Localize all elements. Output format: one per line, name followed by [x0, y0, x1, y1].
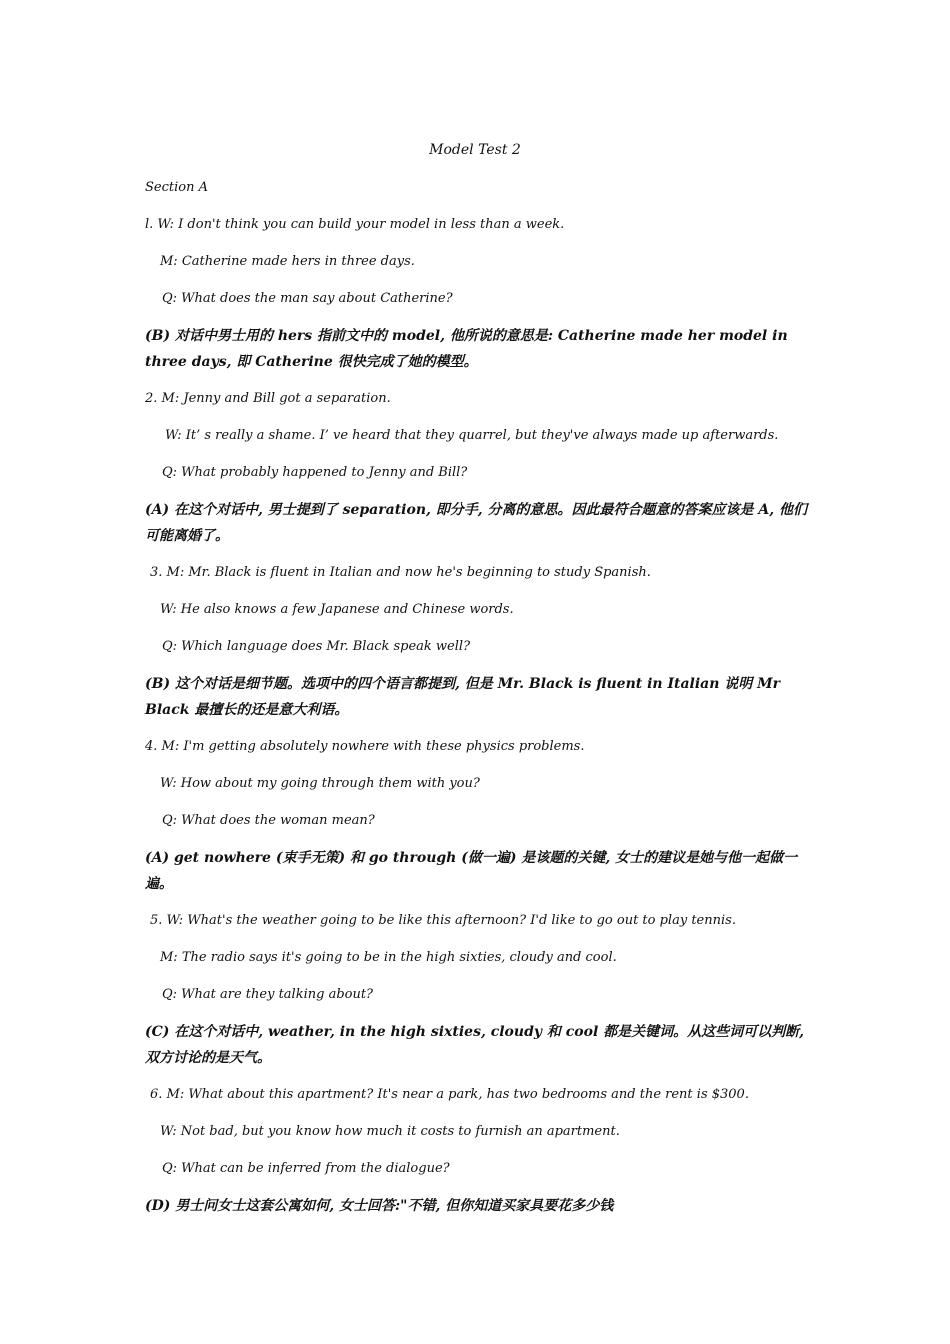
- answer-explanation: (A) get nowhere (束手无策) 和 go through (做一遍) 是该题的关键, 女士的建议是她与他一起做一遍。: [145, 850, 798, 892]
- answer-explanation: (B) 这个对话是细节题。选项中的四个语言都提到, 但是 Mr. Black is fluent in Italian 说明 Mr Black 最擅长的还是意大利语。: [145, 676, 781, 718]
- question-line: Q: What does the man say about Catherine?: [162, 291, 453, 306]
- question-line: Q: What probably happened to Jenny and Bill?: [162, 465, 468, 480]
- question-line: Q: Which language does Mr. Black speak well?: [162, 639, 471, 654]
- dialogue-line: 3. M: Mr. Black is fluent in Italian and now he's beginning to study Spanish.: [150, 565, 651, 580]
- dialogue-reply: M: Catherine made hers in three days.: [160, 254, 415, 269]
- dialogue-reply: W: Not bad, but you know how much it costs to furnish an apartment.: [160, 1124, 620, 1139]
- dialogue-reply: W: It’ s really a shame. I’ ve heard that they quarrel, but they've always made up afterwards.: [165, 428, 779, 443]
- answer-explanation: (A) 在这个对话中, 男士提到了 separation, 即分手, 分离的意思。因此最符合题意的答案应该是 A, 他们可能离婚了。: [145, 502, 807, 544]
- question-line: Q: What does the woman mean?: [162, 813, 375, 828]
- dialogue-line: 4. M: I'm getting absolutely nowhere with these physics problems.: [145, 739, 585, 754]
- dialogue-line: l. W: I don't think you can build your model in less than a week.: [145, 217, 565, 232]
- page-title: Model Test 2: [429, 142, 521, 158]
- dialogue-line: 2. M: Jenny and Bill got a separation.: [145, 391, 391, 406]
- dialogue-reply: W: How about my going through them with you?: [160, 776, 480, 791]
- dialogue-line: 5. W: What's the weather going to be like this afternoon? I'd like to go out to play tennis.: [150, 913, 736, 928]
- answer-explanation: (B) 对话中男士用的 hers 指前文中的 model, 他所说的意思是: Catherine made her model in three days, 即 Catherine 很快完成了她的模型。: [145, 328, 788, 370]
- question-line: Q: What can be inferred from the dialogue?: [162, 1161, 450, 1176]
- section-heading: Section A: [145, 180, 208, 195]
- question-line: Q: What are they talking about?: [162, 987, 374, 1002]
- answer-explanation: (C) 在这个对话中, weather, in the high sixties, cloudy 和 cool 都是关键词。从这些词可以判断, 双方讨论的是天气。: [145, 1024, 805, 1066]
- dialogue-line: 6. M: What about this apartment? It's near a park, has two bedrooms and the rent is $300.: [150, 1087, 749, 1102]
- dialogue-reply: W: He also knows a few Japanese and Chinese words.: [160, 602, 514, 617]
- dialogue-reply: M: The radio says it's going to be in the high sixties, cloudy and cool.: [160, 950, 617, 965]
- answer-explanation: (D) 男士问女士这套公寓如何, 女士回答:"不错, 但你知道买家具要花多少钱: [145, 1198, 614, 1214]
